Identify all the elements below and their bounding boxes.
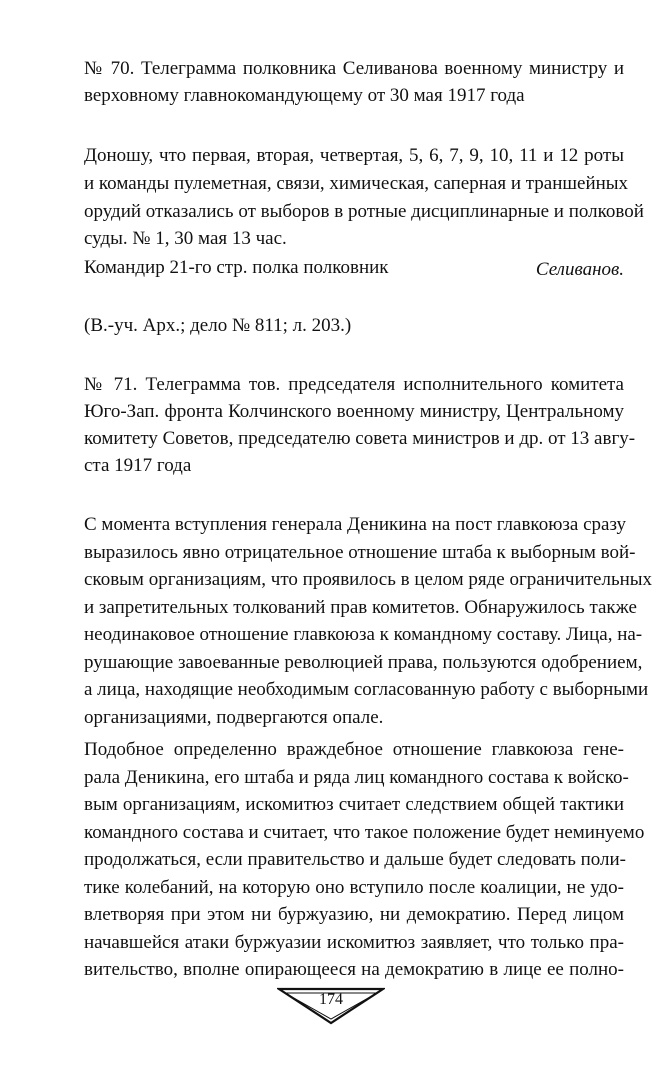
doc71-heading-line-4: ста 1917 года xyxy=(84,455,192,476)
doc71-para2-line-8: начавшейся атаки буржуазии искомитюз заявляет, что только пра- xyxy=(84,932,624,953)
doc71-heading-line-3: комитету Советов, председателю совета министров и др. от 13 авгу- xyxy=(84,428,636,449)
doc71-para1-line-8: организациями, подвергаются опале. xyxy=(84,707,384,728)
doc71-para2-line-3: вым организациям, искомитюз считает следствием общей тактики xyxy=(84,794,624,815)
doc71-para2-line-6: тике колебаний, на которую оно вступило после коалиции, не удо- xyxy=(84,877,624,898)
doc71-para2-line-9: вительство, вполне опирающееся на демократию в лице ее полно- xyxy=(84,959,624,980)
doc71-para2-line-7: влетворяя при этом ни буржуазию, ни демократию. Перед лицом xyxy=(84,904,624,925)
doc70-body-line-1: Доношу, что первая, вторая, четвертая, 5, 6, 7, 9, 10, 11 и 12 роты xyxy=(84,145,624,166)
page-number-ornament xyxy=(277,986,385,1026)
doc71-para1-line-5: неодинаковое отношение главкоюза к командному составу. Лица, на- xyxy=(84,624,643,645)
doc71-para2-line-5: продолжаться, если правительство и дальше будет следовать поли- xyxy=(84,849,627,870)
doc71-heading-line-1: № 71. Телеграмма тов. председателя исполнительного комитета xyxy=(84,374,624,395)
doc70-body-line-3: орудий отказались от выборов в ротные дисциплинарные и полковой xyxy=(84,201,644,222)
doc71-para1-line-6: рушающие завоеванные революцией права, пользуются одобрением, xyxy=(84,652,643,673)
doc70-source-reference: (В.-уч. Арх.; дело № 811; л. 203.) xyxy=(84,315,352,336)
doc71-para2-line-1: Подобное определенно враждебное отношение главкоюза гене- xyxy=(84,739,624,760)
doc71-para1-line-3: сковым организациям, что проявилось в целом ряде ограничительных xyxy=(84,569,653,590)
doc71-para1-line-7: а лица, находящие необходимым согласованную работу с выборными xyxy=(84,679,649,700)
doc71-para1-line-4: и запретительных толкований прав комитетов. Обнаружилось также xyxy=(84,597,637,618)
doc70-body-line-4: суды. № 1, 30 мая 13 час. xyxy=(84,228,287,249)
doc71-para1-line-1: С момента вступления генерала Деникина на пост главкоюза сразу xyxy=(84,514,627,535)
doc70-heading-line-2: верховному главнокомандующему от 30 мая 1917 года xyxy=(84,85,525,106)
doc71-para2-line-2: рала Деникина, его штаба и ряда лиц командного состава к войско- xyxy=(84,767,629,788)
doc70-body-line-2: и команды пулеметная, связи, химическая, саперная и траншейных xyxy=(84,173,629,194)
doc70-heading-line-1: № 70. Телеграмма полковника Селиванова военному министру и xyxy=(84,58,624,79)
page-number: 174 xyxy=(319,991,343,1008)
doc70-signature-title: Командир 21-го стр. полка полковник xyxy=(84,257,389,278)
doc71-para2-line-4: командного состава и считает, что такое положение будет неминуемо xyxy=(84,822,645,843)
doc71-para1-line-2: выразилось явно отрицательное отношение штаба к выборным вой- xyxy=(84,542,636,563)
doc71-heading-line-2: Юго-Зап. фронта Колчинского военному министру, Центральному xyxy=(84,401,624,422)
doc70-signature-name: Селиванов. xyxy=(535,259,624,280)
